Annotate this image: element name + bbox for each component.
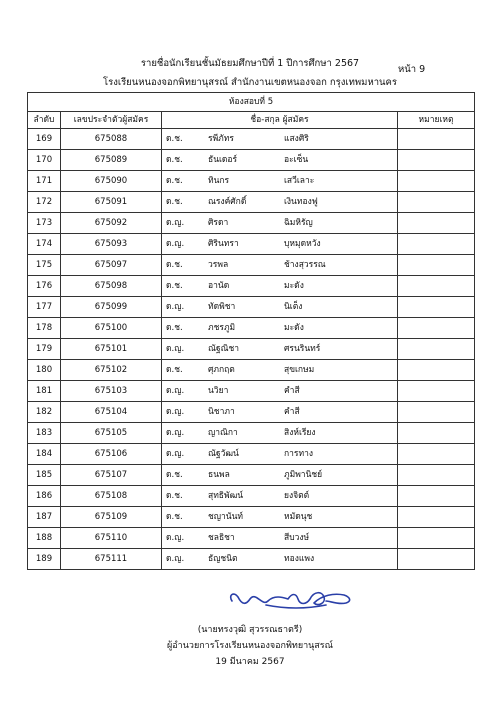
applicant-id: 675088 xyxy=(61,129,162,150)
signatory-name: (นายทรงวุฒิ สุวรรณธาตรี) xyxy=(197,625,303,635)
name-last: การทาง xyxy=(284,449,314,459)
name-last: สิงห์เรียง xyxy=(284,428,316,438)
table-row xyxy=(28,234,475,255)
table-row xyxy=(28,360,475,381)
column-header-no: ลำดับ xyxy=(28,112,61,129)
table-row xyxy=(28,381,475,402)
name-prefix: ด.ช. xyxy=(166,323,183,333)
column-header-id: เลขประจำตัวผู้สมัคร xyxy=(61,112,162,129)
applicant-name xyxy=(162,486,398,507)
note-cell xyxy=(398,129,475,150)
name-first: นิชาภา xyxy=(208,407,235,417)
applicant-id: 675092 xyxy=(61,213,162,234)
name-last: สีบวงษ์ xyxy=(284,533,310,543)
name-prefix: ด.ช. xyxy=(166,176,183,186)
name-prefix: ด.ช. xyxy=(166,470,183,480)
applicant-name xyxy=(162,339,398,360)
applicant-name xyxy=(162,234,398,255)
name-last: เงินทองฟู xyxy=(284,197,318,207)
name-prefix: ด.ช. xyxy=(166,281,183,291)
note-cell xyxy=(398,423,475,444)
applicant-id: 675106 xyxy=(61,444,162,465)
row-number: 178 xyxy=(28,318,61,339)
name-first: ภชรภูมิ xyxy=(208,323,236,333)
name-last: ยงจิตต์ xyxy=(284,491,310,501)
applicant-name xyxy=(162,549,398,570)
row-number: 172 xyxy=(28,192,61,213)
table-row xyxy=(28,528,475,549)
name-first: ธันเดอร์ xyxy=(208,155,238,165)
table-row xyxy=(28,339,475,360)
row-number: 186 xyxy=(28,486,61,507)
row-number: 177 xyxy=(28,297,61,318)
note-cell xyxy=(398,486,475,507)
table-row xyxy=(28,192,475,213)
row-number: 173 xyxy=(28,213,61,234)
table-row xyxy=(28,507,475,528)
name-prefix: ด.ญ. xyxy=(166,449,185,459)
row-number: 182 xyxy=(28,402,61,423)
applicant-name xyxy=(162,528,398,549)
document-title-line2: โรงเรียนหนองจอกพิทยานุสรณ์ สำนักงานเขตหนองจอก กรุงเทพมหานคร xyxy=(102,77,397,88)
note-cell xyxy=(398,234,475,255)
name-last: หมัดนุช xyxy=(284,512,313,522)
applicant-name xyxy=(162,129,398,150)
table-row xyxy=(28,402,475,423)
applicant-name xyxy=(162,423,398,444)
student-roster-table xyxy=(27,92,475,570)
applicant-id: 675101 xyxy=(61,339,162,360)
row-number: 174 xyxy=(28,234,61,255)
name-last: ภูมิพานิชย์ xyxy=(284,470,323,480)
name-first: ณรงค์ศักดิ์ xyxy=(208,197,247,207)
table-row xyxy=(28,255,475,276)
name-first: ทัดพิชา xyxy=(208,302,236,312)
name-prefix: ด.ช. xyxy=(166,155,183,165)
name-last: มะดัง xyxy=(284,281,304,291)
name-prefix: ด.ญ. xyxy=(166,302,185,312)
applicant-id: 675090 xyxy=(61,171,162,192)
applicant-id: 675091 xyxy=(61,192,162,213)
name-last: คำสี xyxy=(284,386,300,396)
applicant-name xyxy=(162,444,398,465)
row-number: 185 xyxy=(28,465,61,486)
table-row xyxy=(28,423,475,444)
name-first: ธนพล xyxy=(208,470,230,480)
name-prefix: ด.ญ. xyxy=(166,407,185,417)
table-row xyxy=(28,276,475,297)
table-row xyxy=(28,486,475,507)
applicant-id: 675107 xyxy=(61,465,162,486)
roster-body xyxy=(28,129,475,570)
applicant-name xyxy=(162,360,398,381)
row-number: 179 xyxy=(28,339,61,360)
applicant-id: 675108 xyxy=(61,486,162,507)
row-number: 169 xyxy=(28,129,61,150)
row-number: 176 xyxy=(28,276,61,297)
note-cell xyxy=(398,360,475,381)
note-cell xyxy=(398,507,475,528)
document-title-line1: รายชื่อนักเรียนชั้นมัธยมศึกษาปีที่ 1 ปีการศึกษา 2567 xyxy=(140,58,360,69)
row-number: 170 xyxy=(28,150,61,171)
applicant-name xyxy=(162,255,398,276)
name-last: แสงศิริ xyxy=(284,134,309,144)
name-first: ศิรดา xyxy=(208,218,229,228)
name-last: มะดัง xyxy=(284,323,304,333)
name-prefix: ด.ช. xyxy=(166,491,183,501)
name-first: วรพล xyxy=(208,260,229,270)
name-last: นิเต็ง xyxy=(284,302,303,312)
applicant-name xyxy=(162,465,398,486)
applicant-name xyxy=(162,402,398,423)
name-prefix: ด.ญ. xyxy=(166,428,185,438)
name-first: ศุภกฤต xyxy=(208,365,235,375)
table-row xyxy=(28,465,475,486)
signature-date: 19 มีนาคม 2567 xyxy=(215,657,285,667)
name-first: ณัฐณิชา xyxy=(208,344,240,354)
row-number: 184 xyxy=(28,444,61,465)
name-prefix: ด.ญ. xyxy=(166,344,185,354)
row-number: 181 xyxy=(28,381,61,402)
note-cell xyxy=(398,528,475,549)
name-first: อานัด xyxy=(208,281,230,291)
signature-image xyxy=(226,585,356,615)
name-prefix: ด.ช. xyxy=(166,260,183,270)
name-first: ณัฐวัฒน์ xyxy=(208,449,239,459)
table-row xyxy=(28,297,475,318)
name-last: ทองแพง xyxy=(284,554,315,564)
applicant-id: 675102 xyxy=(61,360,162,381)
applicant-id: 675110 xyxy=(61,528,162,549)
name-prefix: ด.ญ. xyxy=(166,386,185,396)
name-first: ธัญชนิต xyxy=(208,554,238,564)
table-row xyxy=(28,150,475,171)
signatory-title: ผู้อำนวยการโรงเรียนหนองจอกพิทยานุสรณ์ xyxy=(167,641,333,651)
note-cell xyxy=(398,150,475,171)
name-prefix: ด.ช. xyxy=(166,197,183,207)
note-cell xyxy=(398,549,475,570)
row-number: 187 xyxy=(28,507,61,528)
note-cell xyxy=(398,444,475,465)
applicant-name xyxy=(162,150,398,171)
note-cell xyxy=(398,402,475,423)
applicant-id: 675099 xyxy=(61,297,162,318)
table-row xyxy=(28,318,475,339)
note-cell xyxy=(398,381,475,402)
name-prefix: ด.ญ. xyxy=(166,533,185,543)
applicant-id: 675111 xyxy=(61,549,162,570)
note-cell xyxy=(398,255,475,276)
column-header-note: หมายเหตุ xyxy=(398,112,475,129)
name-prefix: ด.ช. xyxy=(166,512,183,522)
applicant-name xyxy=(162,213,398,234)
note-cell xyxy=(398,192,475,213)
name-prefix: ด.ช. xyxy=(166,365,183,375)
name-first: ญาณิกา xyxy=(208,428,238,438)
name-first: รพีภัทร xyxy=(208,134,234,144)
applicant-name xyxy=(162,507,398,528)
name-first: ศิรินทรา xyxy=(208,239,239,249)
column-header-name: ชื่อ-สกุล ผู้สมัคร xyxy=(162,112,398,129)
applicant-id: 675103 xyxy=(61,381,162,402)
name-last: อะเซ็น xyxy=(284,155,309,165)
applicant-id: 675097 xyxy=(61,255,162,276)
applicant-name xyxy=(162,381,398,402)
table-row xyxy=(28,129,475,150)
name-first: ชญานันท์ xyxy=(208,512,244,522)
applicant-name xyxy=(162,297,398,318)
name-last: ช้างสุวรรณ xyxy=(284,260,326,270)
note-cell xyxy=(398,171,475,192)
name-last: สุขเกษม xyxy=(284,365,315,375)
applicant-id: 675093 xyxy=(61,234,162,255)
row-number: 189 xyxy=(28,549,61,570)
name-last: บุหมุดหวัง xyxy=(284,239,321,249)
applicant-id: 675098 xyxy=(61,276,162,297)
name-prefix: ด.ช. xyxy=(166,134,183,144)
exam-room-heading: ห้องสอบที่ 5 xyxy=(28,93,475,112)
applicant-name xyxy=(162,192,398,213)
row-number: 171 xyxy=(28,171,61,192)
note-cell xyxy=(398,465,475,486)
name-prefix: ด.ญ. xyxy=(166,218,185,228)
table-row xyxy=(28,444,475,465)
name-last: เสวีเลาะ xyxy=(284,176,315,186)
applicant-name xyxy=(162,276,398,297)
row-number: 175 xyxy=(28,255,61,276)
table-row xyxy=(28,549,475,570)
applicant-id: 675089 xyxy=(61,150,162,171)
applicant-id: 675104 xyxy=(61,402,162,423)
row-number: 180 xyxy=(28,360,61,381)
page-number: หน้า 9 xyxy=(398,64,426,75)
name-prefix: ด.ญ. xyxy=(166,239,185,249)
name-first: นวิยา xyxy=(208,386,229,396)
note-cell xyxy=(398,213,475,234)
applicant-name xyxy=(162,171,398,192)
name-prefix: ด.ญ. xyxy=(166,554,185,564)
note-cell xyxy=(398,339,475,360)
note-cell xyxy=(398,297,475,318)
note-cell xyxy=(398,318,475,339)
table-row xyxy=(28,213,475,234)
name-first: สุทธิพัฒน์ xyxy=(208,491,244,501)
note-cell xyxy=(398,276,475,297)
row-number: 183 xyxy=(28,423,61,444)
row-number: 188 xyxy=(28,528,61,549)
name-first: ทินกร xyxy=(208,176,230,186)
applicant-name xyxy=(162,318,398,339)
applicant-id: 675105 xyxy=(61,423,162,444)
table-row xyxy=(28,171,475,192)
name-last: ศรนรินทร์ xyxy=(284,344,321,354)
name-first: ชลธิชา xyxy=(208,533,235,543)
applicant-id: 675100 xyxy=(61,318,162,339)
name-last: คำสี xyxy=(284,407,300,417)
applicant-id: 675109 xyxy=(61,507,162,528)
name-last: ฉิมหิรัญ xyxy=(284,218,313,228)
